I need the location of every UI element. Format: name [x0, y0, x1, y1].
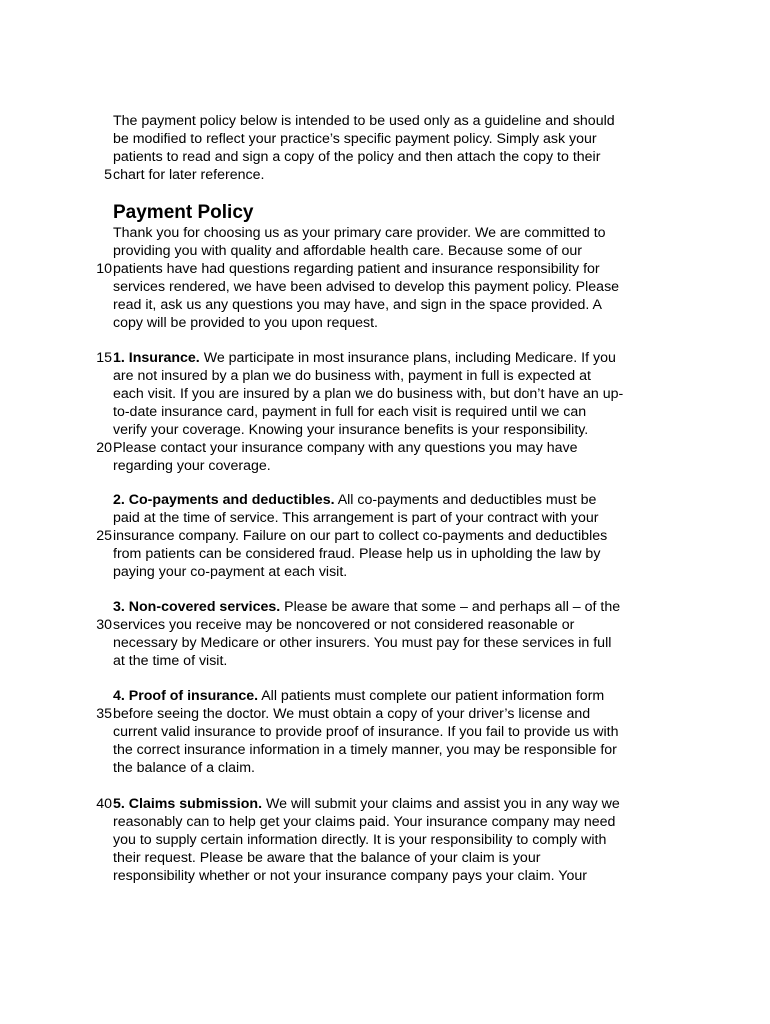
- line-text: responsibility whether or not your insurance company pays your claim. Your: [113, 868, 587, 884]
- text-line: [96, 349, 673, 367]
- section-heading: 2. Co-payments and deductibles.: [113, 492, 335, 508]
- line-text: services rendered, we have been advised to develop this payment policy. Please: [113, 279, 620, 295]
- text-line: [96, 705, 673, 723]
- text-line: [113, 112, 673, 130]
- line-text: their request. Please be aware that the balance of your claim is your: [113, 850, 541, 866]
- text-line: [96, 527, 673, 545]
- text-line: [113, 296, 673, 314]
- text-line: [113, 652, 673, 670]
- section-heading: 4. Proof of insurance.: [113, 688, 259, 704]
- line-number: 20: [96, 440, 112, 456]
- line-number: 10: [96, 261, 112, 277]
- line-text: Please contact your insurance company with any questions you may have: [113, 440, 578, 456]
- text-line: [96, 616, 673, 634]
- line-text: Please be aware that some – and perhaps all – of the: [280, 599, 621, 615]
- line-text: We participate in most insurance plans, including Medicare. If you: [199, 350, 616, 366]
- section-heading: 3. Non-covered services.: [113, 599, 281, 615]
- text-line: [113, 278, 673, 296]
- opening-paragraph: [96, 224, 673, 332]
- text-line: [113, 421, 673, 439]
- line-text: necessary by Medicare or other insurers. You must pay for these services in full: [113, 635, 612, 651]
- line-text: you to supply certain information directly. It is your responsibility to comply with: [113, 832, 607, 848]
- line-text: insurance company. Failure on our part to collect co-payments and deductibles: [113, 528, 608, 544]
- section-claims-submission: [96, 795, 673, 885]
- line-text: read it, ask us any questions you may have, and sign in the space provided. A: [113, 297, 602, 313]
- text-line: [113, 403, 673, 421]
- line-text: at the time of visit.: [113, 653, 228, 669]
- line-text: the correct insurance information in a timely manner, you may be responsible for: [113, 742, 617, 758]
- line-text: from patients can be considered fraud. Please help us in upholding the law by: [113, 546, 601, 562]
- text-line: [113, 598, 673, 616]
- line-text: verify your coverage. Knowing your insurance benefits is your responsibility.: [113, 422, 589, 438]
- line-text: current valid insurance to provide proof of insurance. If you fail to provide us with: [113, 724, 619, 740]
- text-line: [96, 795, 673, 813]
- text-line: [104, 166, 673, 184]
- line-text: reasonably can to help get your claims paid. Your insurance company may need: [113, 814, 616, 830]
- text-line: [113, 367, 673, 385]
- intro-paragraph: [104, 112, 673, 184]
- text-line: [113, 831, 673, 849]
- text-line: [96, 260, 673, 278]
- text-line: [113, 759, 673, 777]
- text-line: [113, 242, 673, 260]
- text-line: [113, 457, 673, 475]
- line-text: paying your co-payment at each visit.: [113, 564, 348, 580]
- line-text: the balance of a claim.: [113, 760, 255, 776]
- section-insurance: [96, 349, 673, 475]
- line-number: 30: [96, 617, 112, 633]
- line-text: Thank you for choosing us as your primary care provider. We are committed to: [113, 225, 606, 241]
- text-line: [113, 563, 673, 581]
- text-line: [113, 741, 673, 759]
- line-number: 40: [96, 796, 112, 812]
- text-line: [113, 687, 673, 705]
- line-text: be modified to reflect your practice’s specific payment policy. Simply ask your: [113, 131, 597, 147]
- text-line: [96, 439, 673, 457]
- text-line: [113, 849, 673, 867]
- line-text: copy will be provided to you upon request.: [113, 315, 378, 331]
- section-proof-of-insurance: [96, 687, 673, 777]
- text-line: [113, 130, 673, 148]
- section-copayments: [96, 491, 673, 581]
- line-text: each visit. If you are insured by a plan we do business with, but don’t have an up-: [113, 386, 624, 402]
- line-number: 35: [96, 706, 112, 722]
- line-text: All co-payments and deductibles must be: [334, 492, 597, 508]
- line-number: 25: [96, 528, 112, 544]
- line-text: regarding your coverage.: [113, 458, 271, 474]
- line-text: We will submit your claims and assist you in any way we: [262, 796, 620, 812]
- line-text: services you receive may be noncovered or not considered reasonable or: [113, 617, 575, 633]
- section-heading: 5. Claims submission.: [113, 796, 263, 812]
- page-title: Payment Policy: [113, 202, 254, 223]
- line-text: patients have had questions regarding patient and insurance responsibility for: [113, 261, 600, 277]
- text-line: [113, 545, 673, 563]
- line-text: to-date insurance card, payment in full for each visit is required until we can: [113, 404, 587, 420]
- text-line: [113, 723, 673, 741]
- line-text: before seeing the doctor. We must obtain a copy of your driver’s license and: [113, 706, 591, 722]
- text-line: [113, 224, 673, 242]
- text-line: [113, 491, 673, 509]
- line-text: paid at the time of service. This arrangement is part of your contract with your: [113, 510, 599, 526]
- text-line: [113, 148, 673, 166]
- text-line: [113, 634, 673, 652]
- text-line: [113, 813, 673, 831]
- text-line: [113, 385, 673, 403]
- line-text: providing you with quality and affordable health care. Because some of our: [113, 243, 583, 259]
- line-number: 5: [104, 167, 112, 183]
- text-line: [113, 509, 673, 527]
- section-noncovered: [96, 598, 673, 670]
- text-line: [113, 314, 673, 332]
- line-text: The payment policy below is intended to be used only as a guideline and should: [113, 113, 615, 129]
- line-text: are not insured by a plan we do business with, payment in full is expected at: [113, 368, 591, 384]
- section-heading: 1. Insurance.: [113, 350, 200, 366]
- line-text: All patients must complete our patient information form: [258, 688, 605, 704]
- line-number: 15: [96, 350, 112, 366]
- line-text: patients to read and sign a copy of the policy and then attach the copy to their: [113, 149, 601, 165]
- line-text: chart for later reference.: [113, 167, 265, 183]
- text-line: [113, 867, 673, 885]
